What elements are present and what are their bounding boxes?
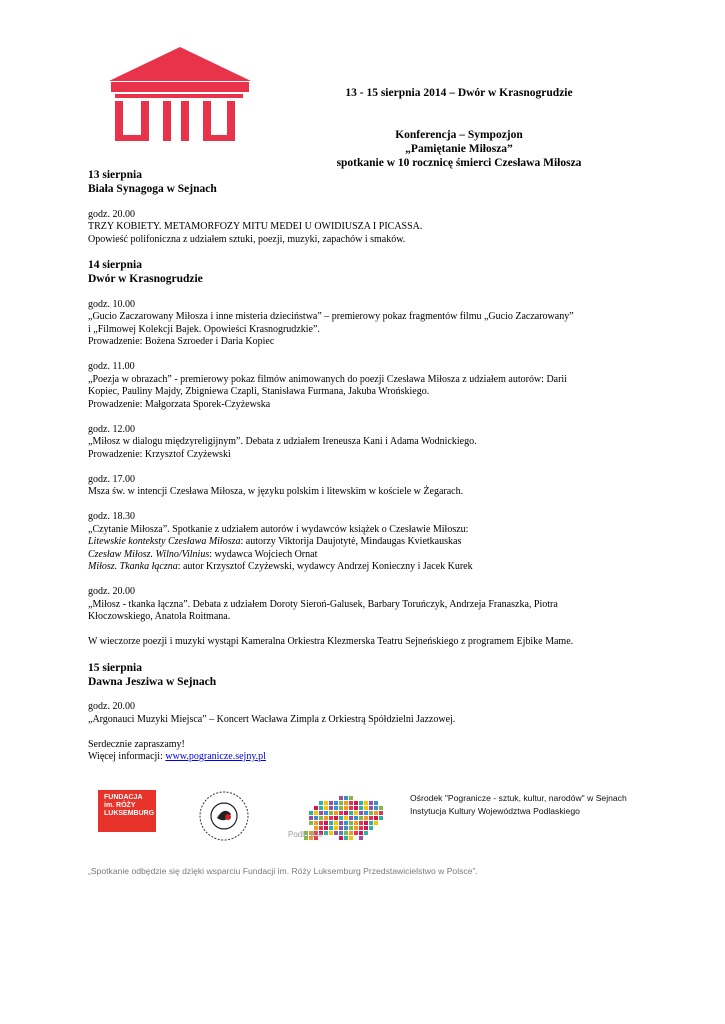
- event-header: [300, 86, 618, 170]
- event-time: godz. 17.00: [88, 473, 135, 485]
- closing: [88, 739, 648, 764]
- rosa-luxemburg-foundation-logo: [98, 790, 156, 832]
- website-link[interactable]: www.pogranicze.sejny.pl: [165, 751, 266, 762]
- event-line: Msza św. w intencji Czesława Miłosza, w języku polskim i litewskim w kościele w Żegarach.: [88, 486, 464, 497]
- event-subtitle: spotkanie w 10 rocznicę śmierci Czesława Miłosza: [336, 157, 582, 169]
- sponsor-logos: [88, 788, 648, 848]
- event-item: [88, 299, 648, 349]
- event-line: „Miłosz - tkanka łączna”. Debata z udziałem Doroty Sieroń-Galusek, Barbary Toruńczyk, Andrzeja Franaszka, Piotra: [88, 598, 558, 610]
- event-item: [88, 474, 648, 499]
- book-authors: : autor Krzysztof Czyżewski, wydawcy Andrzej Konieczny i Jacek Kurek: [177, 561, 473, 572]
- event-line: Prowadzenie: Małgorzata Sporek-Czyżewska: [88, 398, 271, 410]
- evening-note: W wieczorze poezji i muzyki wystąpi Kameralna Orkiestra Klezmerska Teatru Sejneńskiego z programem Ejbike Mame.: [88, 636, 574, 647]
- book-title: Czesław Miłosz. Wilno/Vilnius: [88, 548, 210, 560]
- event-line: Prowadzenie: Krzysztof Czyżewski: [88, 448, 231, 460]
- program-content: [88, 168, 648, 764]
- book-line: [88, 536, 648, 549]
- seal-logo: [198, 790, 250, 842]
- event-title: „Pamiętanie Miłosza”: [405, 143, 513, 155]
- event-line: Prowadzenie: Bożena Szroeder i Daria Kopiec: [88, 336, 275, 347]
- event-line: i „Filmowej Kolekcji Bajek. Opowieści Krasnogrudzkie”.: [88, 323, 320, 335]
- book-authors: : autorzy Viktorija Daujotytė, Mindaugas Kvietkauskas: [240, 536, 462, 547]
- event-line: TRZY KOBIETY. METAMORFOZY MITU MEDEI U OWIDIUSZA I PICASSA.: [88, 221, 423, 232]
- event-line: Kopiec, Pauliny Majdy, Zbigniewa Czapli, Stanisława Furmana, Jakuba Wrońskiego.: [88, 386, 430, 397]
- book-line: [88, 549, 648, 562]
- organizer-name: Ośrodek "Pogranicze - sztuk, kultur, narodów" w Sejnach: [410, 793, 627, 803]
- event-time: godz. 11.00: [88, 361, 135, 372]
- day14-date: 14 sierpnia: [88, 259, 142, 271]
- event-item: [88, 424, 648, 462]
- event-line: „Argonauci Muzyki Miejsca” – Koncert Wacława Zimpla z Orkiestrą Spółdzielni Jazzowej.: [88, 713, 456, 725]
- book-line: [88, 561, 648, 574]
- book-title: Litewskie konteksty Czesława Miłosza: [88, 536, 241, 547]
- event-line: „Poezja w obrazach” - premierowy pokaz filmów animowanych do poezji Czesława Miłosza z udziałem autorów: Darii: [88, 373, 567, 385]
- event-line: Kłoczowskiego, Anatola Roitmana.: [88, 611, 231, 622]
- fund-logo-line: im. RÓŻY: [104, 802, 136, 809]
- day15-place: Dawna Jesziwa w Sejnach: [88, 675, 217, 688]
- podlaskie-label: Podlaskie: [288, 830, 323, 839]
- day13-date: 13 sierpnia: [88, 169, 142, 181]
- sponsor-thanks: „Spotkanie odbędzie się dzięki wsparciu Fundacji im. Róży Luksemburg Przedstawicielstwo w Polsce”.: [88, 866, 478, 876]
- event-time: godz. 20.00: [88, 208, 135, 220]
- fund-logo-line: FUNDACJA: [104, 794, 143, 801]
- pogranicze-logo: [103, 45, 258, 153]
- event-time: godz. 20.00: [88, 586, 135, 597]
- fund-logo-line: LUKSEMBURG: [104, 810, 155, 817]
- event-item: [88, 586, 648, 624]
- event-time: godz. 12.00: [88, 423, 135, 435]
- more-info: [88, 751, 648, 764]
- event-line: „Czytanie Miłosza”. Spotkanie z udziałem autorów i wydawców książek o Czesławie Miłoszu:: [88, 523, 469, 535]
- event-item: [88, 209, 648, 247]
- event-line: Opowieść polifoniczna z udziałem sztuki, poezji, muzyki, zapachów i smaków.: [88, 233, 406, 245]
- day13-place: Biała Synagoga w Sejnach: [88, 183, 217, 195]
- book-authors: : wydawca Wojciech Ornat: [209, 548, 318, 560]
- event-item: [88, 701, 648, 726]
- organizer-institution: Instytucja Kultury Województwa Podlaskiego: [410, 806, 580, 816]
- podlaskie-logo: [288, 792, 386, 844]
- event-dates: 13 - 15 sierpnia 2014 – Dwór w Krasnogrudzie: [345, 87, 573, 99]
- event-item: [88, 511, 648, 574]
- event-line: „Miłosz w dialogu międzyreligijnym”. Debata z udziałem Ireneusza Kani i Adama Wodnickiego.: [88, 436, 477, 447]
- day15-date: 15 sierpnia: [88, 661, 142, 674]
- event-time: godz. 18.30: [88, 511, 135, 522]
- day14-place: Dwór w Krasnogrudzie: [88, 273, 203, 285]
- event-item: [88, 361, 648, 411]
- organizer-info: [410, 792, 627, 818]
- event-type: Konferencja – Sympozjon: [395, 129, 523, 141]
- event-time: godz. 20.00: [88, 701, 135, 712]
- event-line: „Gucio Zaczarowany Miłosza i inne misteria dzieciństwa” – premierowy pokaz fragmentów filmu „Gucio Zaczarowany”: [88, 311, 574, 322]
- more-info-label: Więcej informacji:: [88, 751, 166, 762]
- book-title: Miłosz. Tkanka łączna: [88, 561, 178, 572]
- event-time: godz. 10.00: [88, 298, 135, 310]
- invite-text: Serdecznie zapraszamy!: [88, 738, 185, 750]
